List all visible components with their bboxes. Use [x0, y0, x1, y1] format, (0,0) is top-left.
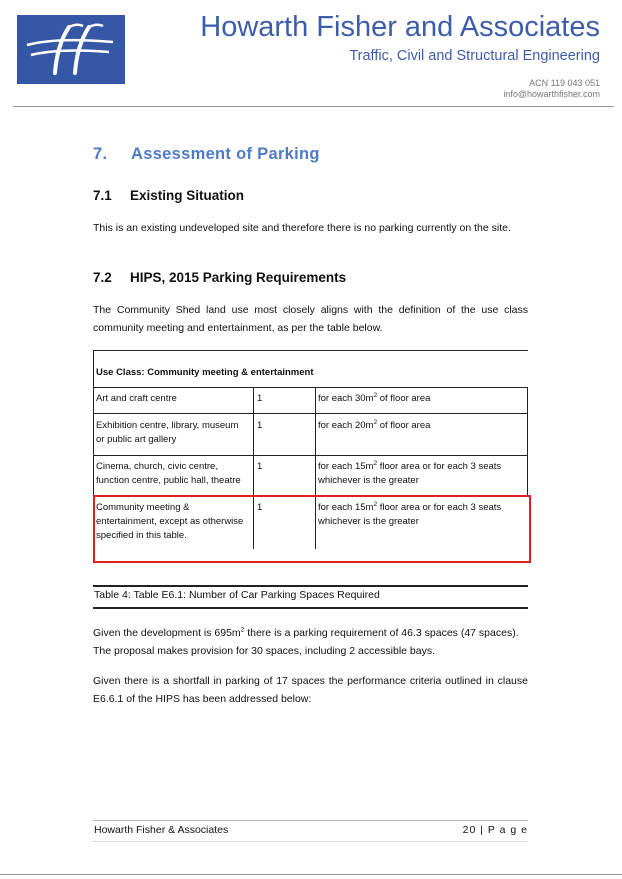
table-cell-requirement: whichever is the greater [318, 475, 419, 486]
table-cell-use: or public art gallery [96, 434, 177, 445]
company-email[interactable]: info@howarthfisher.com [503, 89, 600, 99]
page-number: 20 | P a g e [462, 824, 528, 836]
table-cell-qty: 1 [257, 461, 263, 472]
table-cell-qty: 1 [257, 420, 263, 431]
shortfall-text: Given there is a shortfall in parking of 17 spaces the performance criteria outlined in clause E6.6.1 of the HIPS has been addressed below: [93, 675, 528, 705]
table-cell-use: specified in this table. [96, 530, 187, 541]
subsection-heading-existing [93, 188, 244, 203]
table-row-divider [93, 387, 528, 388]
section-heading [93, 145, 320, 164]
highlight-box [93, 495, 531, 563]
subsection-title: HIPS, 2015 Parking Requirements [130, 270, 347, 285]
footer-company: Howarth Fisher & Associates [94, 824, 229, 836]
hips-intro-text: The Community Shed land use most closely aligns with the definition of the use class community meeting and entertainment, as per the table below. [93, 304, 528, 334]
table-cell-requirement: for each $15m^2$ floor area or for each 3 seats [318, 459, 502, 472]
table-cell-qty: 1 [257, 502, 263, 513]
table-cell-qty: 1 [257, 393, 263, 404]
subsection-number: 7.2 [93, 270, 112, 285]
section-title: Assessment of Parking [131, 145, 320, 163]
company-name: Howarth Fisher and Associates [200, 11, 600, 43]
subsection-title: Existing Situation [130, 188, 245, 203]
table-cell-use: Art and craft centre [96, 393, 177, 404]
header-divider [13, 106, 614, 107]
subsection-number: 7.1 [93, 188, 112, 203]
table-row-divider [93, 413, 528, 414]
table-row-divider [93, 455, 528, 456]
table-cell-requirement: for each $15m^2$ floor area or for each 3 seats [318, 500, 502, 513]
company-logo [17, 15, 125, 84]
table-cell-requirement: for each $20m^2$ of floor area [318, 418, 431, 431]
table-caption: Table 4: Table E6.1: Number of Car Parking Spaces Required [94, 589, 380, 601]
table-cell-requirement: for each $30m^2$ of floor area [318, 391, 431, 404]
existing-situation-text: This is an existing undeveloped site and therefore there is no parking currently on the site. [93, 222, 511, 234]
table-cell-use: Exhibition centre, library, museum [96, 420, 239, 431]
caption-top-rule [93, 585, 528, 587]
table-right-border [527, 387, 528, 495]
footer-bottom-divider [93, 841, 528, 842]
page-edge-divider [0, 874, 622, 875]
section-number: 7. [93, 145, 108, 163]
company-acn: ACN 119 043 051 [529, 78, 600, 88]
table-cell-use: function centre, public hall, theatre [96, 475, 241, 486]
table-cell-use: Community meeting & [96, 502, 190, 513]
table-cell-use: Cinema, church, civic centre, [96, 461, 218, 472]
parking-requirement-text: Given the development is $695m^2$ there is a parking requirement of 46.3 spaces (47 spaces). The proposal makes provision for 30 spaces, including 2 accessible bays. [93, 626, 519, 657]
table-cell-requirement: whichever is the greater [318, 516, 419, 527]
table-top-border [93, 350, 528, 351]
caption-bottom-rule [93, 607, 528, 609]
table-cell-use: entertainment, except as otherwise [96, 516, 244, 527]
subsection-heading-hips [93, 270, 346, 285]
footer-divider [93, 820, 528, 821]
company-tagline: Traffic, Civil and Structural Engineering [349, 48, 600, 64]
logo-monogram-icon [17, 15, 125, 84]
table-header: Use Class: Community meeting & entertainment [96, 367, 314, 378]
